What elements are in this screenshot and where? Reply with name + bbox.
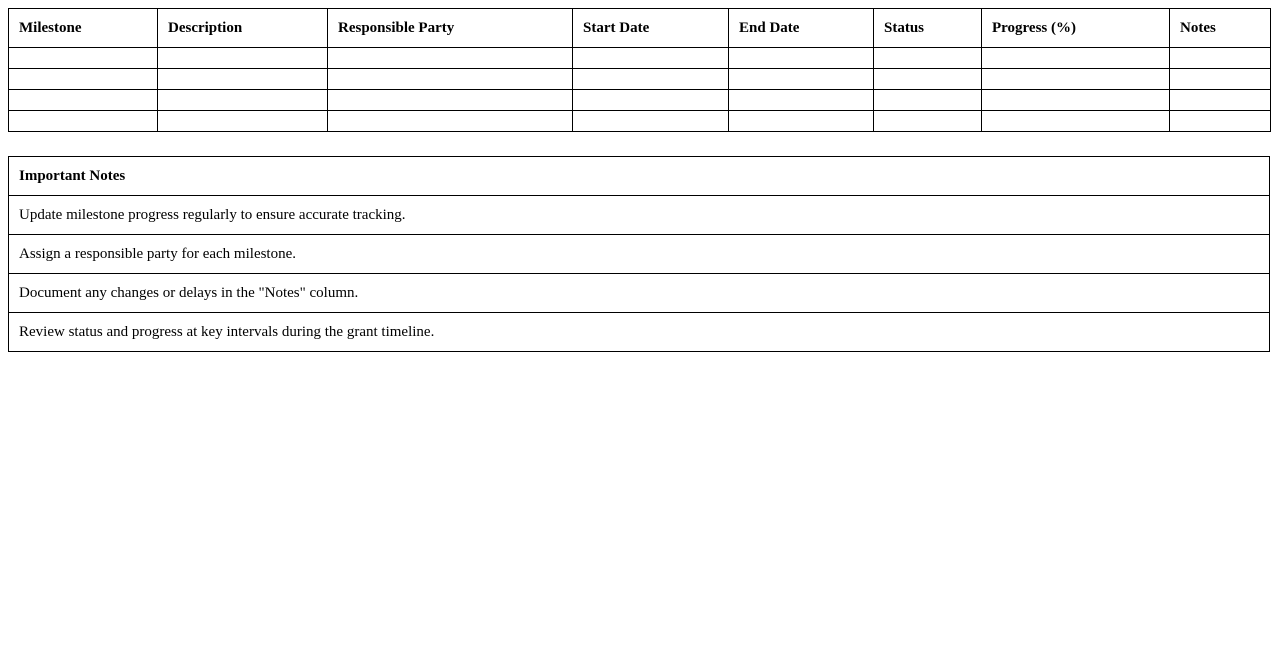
notes-cell[interactable] xyxy=(1170,69,1271,90)
start-date-cell[interactable] xyxy=(573,90,729,111)
end-date-cell[interactable] xyxy=(729,69,874,90)
progress-cell[interactable] xyxy=(982,48,1170,69)
status-cell[interactable] xyxy=(874,69,982,90)
table-row xyxy=(9,111,1271,132)
table-row xyxy=(9,48,1271,69)
start-date-cell[interactable] xyxy=(573,48,729,69)
status-cell[interactable] xyxy=(874,111,982,132)
header-progress: Progress (%) xyxy=(982,9,1170,48)
responsible-party-cell[interactable] xyxy=(328,69,573,90)
note-row xyxy=(9,274,1270,313)
end-date-cell[interactable] xyxy=(729,90,874,111)
table-row xyxy=(9,90,1271,111)
milestone-table xyxy=(8,8,1271,132)
header-description: Description xyxy=(158,9,328,48)
important-notes-title: Important Notes xyxy=(9,157,1270,196)
start-date-cell[interactable] xyxy=(573,111,729,132)
responsible-party-cell[interactable] xyxy=(328,90,573,111)
status-cell[interactable] xyxy=(874,90,982,111)
description-cell[interactable] xyxy=(158,90,328,111)
notes-cell[interactable] xyxy=(1170,90,1271,111)
header-milestone: Milestone xyxy=(9,9,158,48)
milestone-table-header-row xyxy=(9,9,1271,48)
milestone-cell[interactable] xyxy=(9,48,158,69)
start-date-cell[interactable] xyxy=(573,69,729,90)
milestone-cell[interactable] xyxy=(9,90,158,111)
note-item: Document any changes or delays in the "Notes" column. xyxy=(9,274,1270,313)
responsible-party-cell[interactable] xyxy=(328,48,573,69)
status-cell[interactable] xyxy=(874,48,982,69)
header-status: Status xyxy=(874,9,982,48)
end-date-cell[interactable] xyxy=(729,48,874,69)
note-item: Assign a responsible party for each milestone. xyxy=(9,235,1270,274)
description-cell[interactable] xyxy=(158,69,328,90)
note-row xyxy=(9,196,1270,235)
header-notes: Notes xyxy=(1170,9,1271,48)
note-row xyxy=(9,235,1270,274)
progress-cell[interactable] xyxy=(982,111,1170,132)
table-row xyxy=(9,69,1271,90)
description-cell[interactable] xyxy=(158,111,328,132)
header-responsible-party: Responsible Party xyxy=(328,9,573,48)
responsible-party-cell[interactable] xyxy=(328,111,573,132)
header-end-date: End Date xyxy=(729,9,874,48)
end-date-cell[interactable] xyxy=(729,111,874,132)
note-item: Review status and progress at key intervals during the grant timeline. xyxy=(9,313,1270,352)
note-row xyxy=(9,313,1270,352)
progress-cell[interactable] xyxy=(982,69,1170,90)
important-notes-header-row xyxy=(9,157,1270,196)
important-notes-table xyxy=(8,156,1270,352)
note-item: Update milestone progress regularly to ensure accurate tracking. xyxy=(9,196,1270,235)
notes-cell[interactable] xyxy=(1170,111,1271,132)
notes-cell[interactable] xyxy=(1170,48,1271,69)
header-start-date: Start Date xyxy=(573,9,729,48)
description-cell[interactable] xyxy=(158,48,328,69)
progress-cell[interactable] xyxy=(982,90,1170,111)
milestone-cell[interactable] xyxy=(9,111,158,132)
milestone-cell[interactable] xyxy=(9,69,158,90)
